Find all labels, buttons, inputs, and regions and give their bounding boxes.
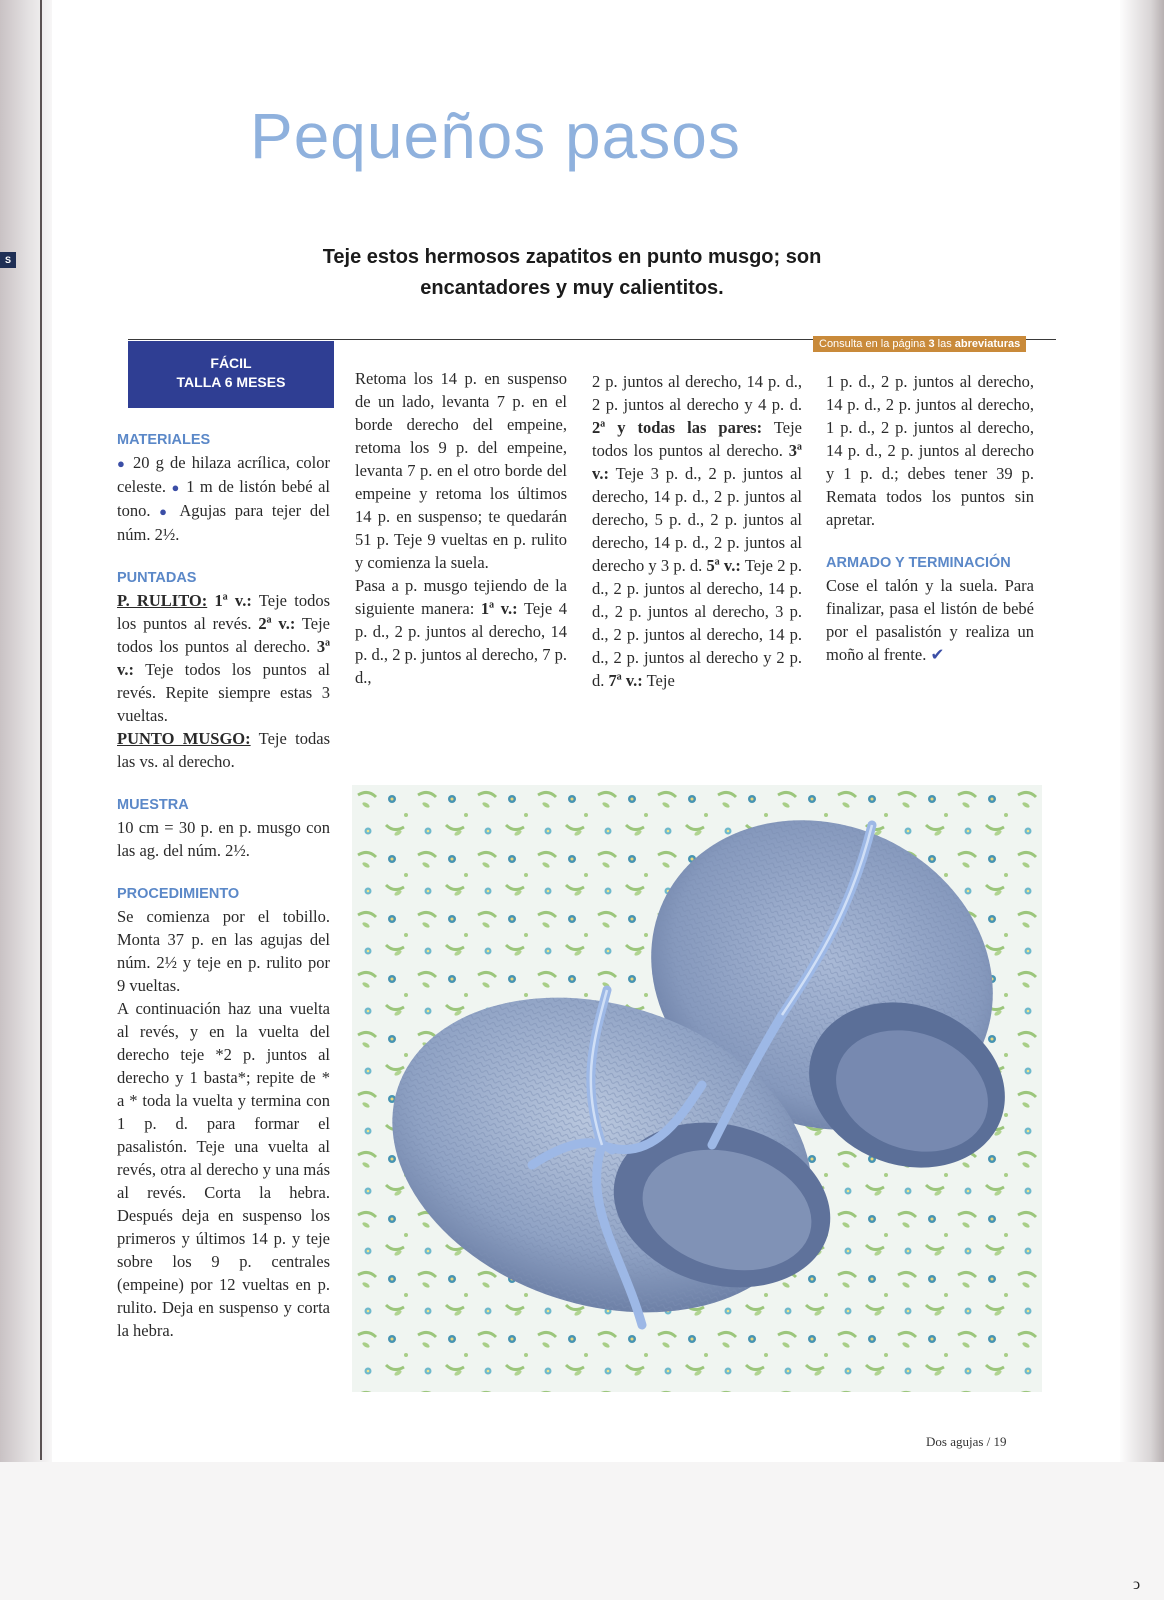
puntadas-heading: PUNTADAS xyxy=(117,570,197,586)
materiales-item-1: 20 g de hilaza acrílica, color celeste. xyxy=(117,453,330,496)
column-3 xyxy=(592,370,802,692)
row-3-label: 3ª v.: xyxy=(592,441,802,483)
column-4-paragraph-2 xyxy=(826,574,1034,666)
materiales-list xyxy=(117,451,330,546)
rulito-row-1-text: Teje todos los puntos al revés. xyxy=(117,591,331,633)
previous-page-tab: S xyxy=(0,252,16,268)
booties-illustration xyxy=(352,785,1042,1392)
column-3-text-4: Teje 2 p. d., 2 p. juntos al derecho, 14 p. d., 2 p. juntos al derecho, 3 p. d., 2 p. juntos al derecho, 14 p. d., 2 p. juntos al derecho y 2 p. d. xyxy=(592,556,803,690)
row-1-text: Teje 4 p. d., 2 p. juntos al derecho, 14 p. d., 2 p. juntos al derecho, 7 p. d., xyxy=(355,599,568,687)
armado-text: Cose el talón y la suela. Para finalizar, pasa el listón de bebé por el pasalistón y realiza un moño al frente. xyxy=(826,576,1034,664)
rulito-row-3-text: Teje todos los puntos al revés. Repite siempre estas 3 vueltas. xyxy=(117,660,330,725)
corner-mark: ↄ xyxy=(1133,1576,1141,1593)
materiales-item-3: Agujas para tejer del núm. 2½. xyxy=(117,501,331,544)
reference-prefix: Consulta en la página xyxy=(819,338,926,350)
page-title: Pequeños pasos xyxy=(250,100,741,172)
reference-keyword: abreviaturas xyxy=(954,338,1021,350)
musgo-label: PUNTO MUSGO: xyxy=(117,729,251,748)
difficulty-badge xyxy=(128,341,334,408)
materiales-item-2: 1 m de listón bebé al tono. xyxy=(117,477,331,520)
puntadas-rulito xyxy=(117,589,330,727)
reference-middle: las xyxy=(937,338,952,350)
column-2 xyxy=(355,367,567,689)
rulito-row-1-label: 1ª v.: xyxy=(214,591,252,610)
column-2-paragraph-2 xyxy=(355,574,567,689)
column-2-paragraph-1: Retoma los 14 p. en suspenso de un lado, levanta 7 p. en el borde derecho del empeine, retoma los 9 p. del empeine, levanta 7 p. en el otro borde del empeine y retoma los últimos 14 p. en suspenso; te quedarán 51 p. Teje 9 vueltas en p. rulito y comienza la suela. xyxy=(355,369,567,572)
row-1-label: 1ª v.: xyxy=(480,599,518,618)
scan-right-margin xyxy=(1120,0,1164,1500)
booties-photo xyxy=(352,785,1042,1392)
column-3-text-2: Teje todos los puntos al derecho. xyxy=(592,418,802,460)
column-3-text-1: 2 p. juntos al derecho, 14 p. d., 2 p. juntos al derecho y 4 p. d. xyxy=(592,372,802,414)
column-3-paragraph xyxy=(592,370,802,692)
armado-heading: ARMADO Y TERMINACIÓN xyxy=(826,555,1011,571)
column-4-paragraph-1: 1 p. d., 2 p. juntos al derecho, 14 p. d., 2 p. juntos al derecho, 1 p. d., 2 p. juntos al derecho, 14 p. d., 2 p. juntos al derecho y 1 p. d.; debes tener 39 p. Remata todos los puntos sin apretar. xyxy=(826,372,1034,529)
even-rows-label: 2ª y todas las pares: xyxy=(592,418,763,437)
page-footer: Dos agujas / 19 xyxy=(926,1434,1007,1449)
reference-page: 3 xyxy=(928,338,935,350)
bullet-icon: ● xyxy=(171,480,181,495)
size-label: TALLA 6 MESES xyxy=(176,374,286,390)
puntadas-musgo xyxy=(117,727,330,773)
musgo-text: Teje todas las vs. al derecho. xyxy=(117,729,330,771)
rulito-row-2-label: 2ª v.: xyxy=(258,614,296,633)
column-4 xyxy=(826,370,1034,666)
bullet-icon: ● xyxy=(159,504,172,519)
column-1 xyxy=(117,430,330,1342)
rulito-row-3-label: 3ª v.: xyxy=(117,637,331,679)
procedimiento-paragraph-1: Se comienza por el tobillo. Monta 37 p. en las agujas del núm. 2½ y teje en p. rulito por 9 vueltas. xyxy=(117,907,330,995)
rulito-row-2-text: Teje todos los puntos al derecho. xyxy=(117,614,331,656)
difficulty-level: FÁCIL xyxy=(210,355,252,371)
muestra-heading: MUESTRA xyxy=(117,797,189,813)
row-5-label: 5ª v.: xyxy=(706,556,741,575)
muestra-text: 10 cm = 30 p. en p. musgo con las ag. del núm. 2½. xyxy=(117,818,330,860)
rulito-label: P. RULITO: xyxy=(117,591,208,610)
row-7-label: 7ª v.: xyxy=(608,671,643,690)
page-edge-line xyxy=(40,0,42,1460)
column-3-text-3: Teje 3 p. d., 2 p. juntos al derecho, 14 p. d., 2 p. juntos al derecho, 5 p. d., 2 p. juntos al derecho, 14 p. d., 2 p. juntos al derecho y 3 p. d. xyxy=(592,464,803,575)
checkmark-icon: ✔ xyxy=(930,645,945,664)
page-subtitle: Teje estos hermosos zapatitos en punto musgo; son encantadores y muy calientitos. xyxy=(322,246,822,299)
procedimiento-heading: PROCEDIMIENTO xyxy=(117,886,240,902)
procedimiento-paragraph-2: A continuación haz una vuelta al revés, y en la vuelta del derecho teje *2 p. juntos al derecho y 1 basta*; repite de * a * toda la vuelta y termina con 1 p. d. para formar el pasalistón. Teje una vuelta al revés, otra al derecho y una más al revés. Corta la hebra. Después deja en suspenso los primeros y últimos 14 p. y teje sobre los 9 p. centrales (empeine) por 12 vueltas en p. rulito. Deja en suspenso y corta la hebra. xyxy=(117,999,330,1340)
column-2-intro: Pasa a p. musgo tejiendo de la siguiente manera: xyxy=(355,576,567,618)
abbreviations-reference xyxy=(813,336,1026,352)
scan-left-margin xyxy=(0,0,52,1600)
materiales-heading: MATERIALES xyxy=(117,432,211,448)
column-3-text-5: Teje xyxy=(646,671,675,690)
scan-bottom-margin xyxy=(0,1462,1164,1600)
bullet-icon: ● xyxy=(117,456,127,471)
